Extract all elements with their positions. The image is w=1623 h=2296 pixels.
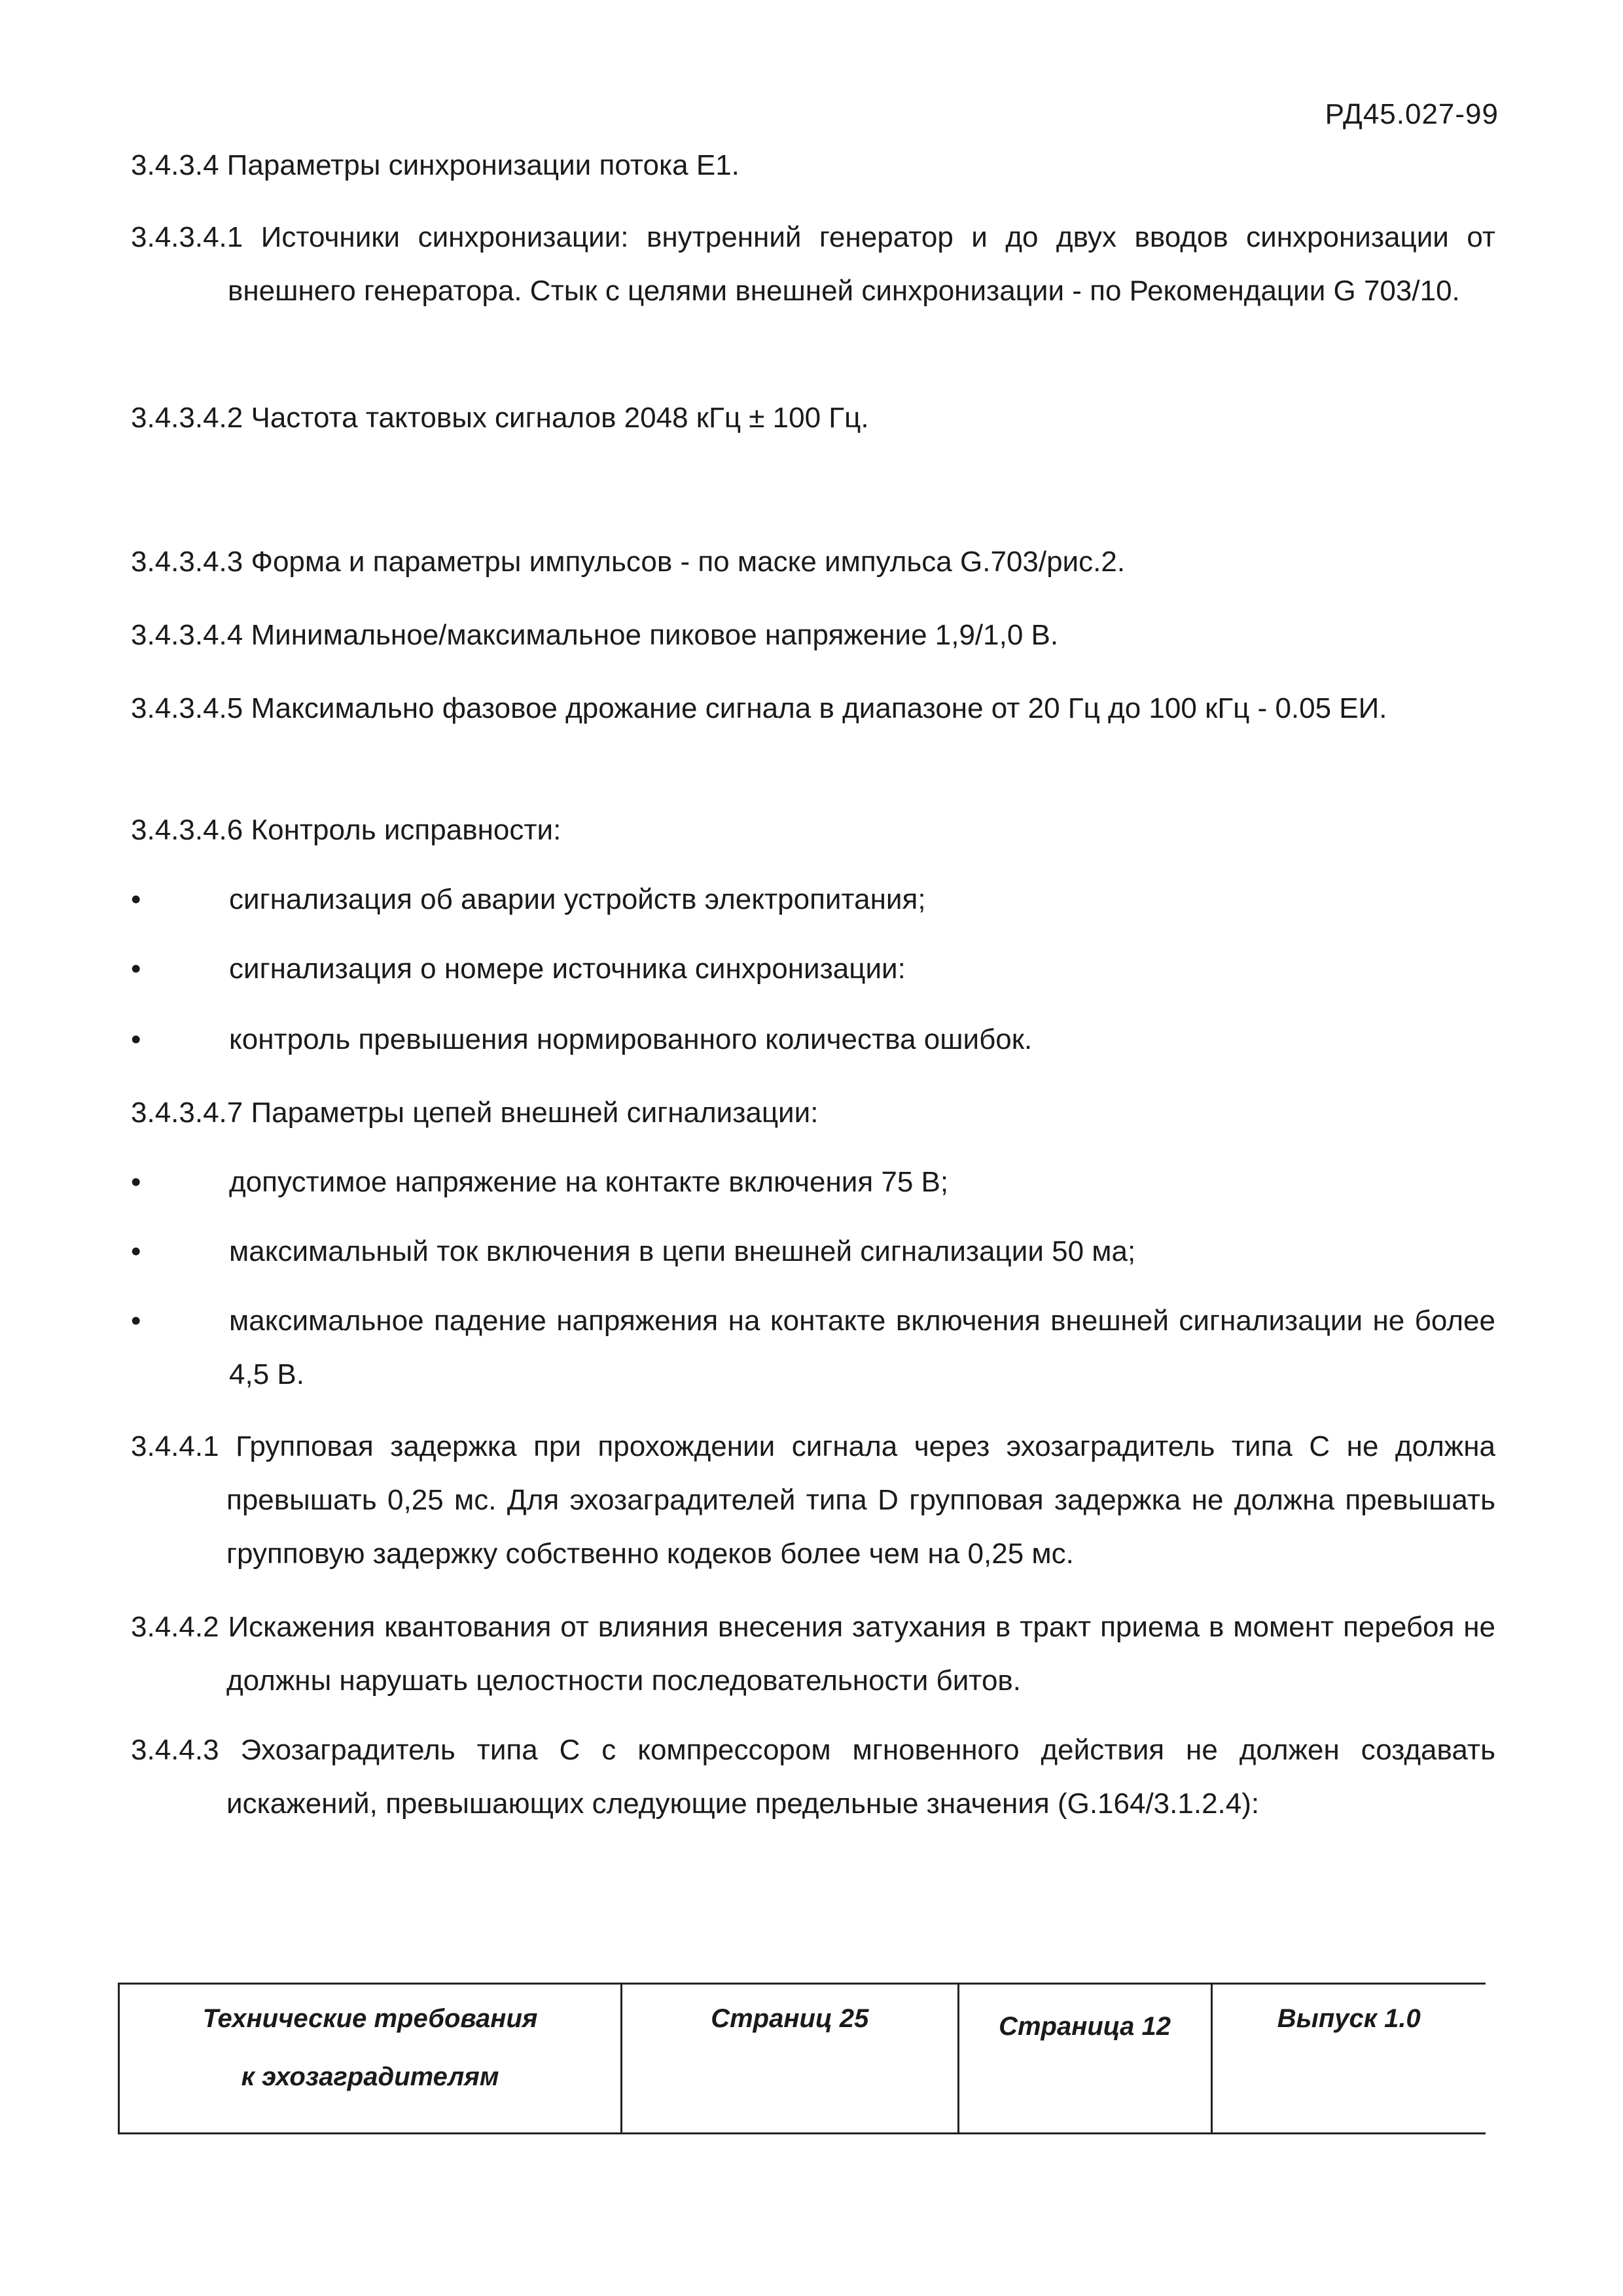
footer-issue-cell: [1211, 1984, 1486, 2134]
section-text: Форма и параметры импульсов - по маске импульса G.703/рис.2.: [251, 546, 1126, 578]
section-number: 3.4.4.3: [131, 1734, 219, 1766]
section-3-4-4-3: [131, 1723, 1495, 1831]
section-number: 3.4.4.2: [131, 1611, 219, 1643]
list-item: [131, 1013, 1495, 1067]
list-item: [131, 1294, 1495, 1402]
list-item: [131, 1156, 1495, 1209]
section-text: Максимально фазовое дрожание сигнала в диапазоне от 20 Гц до 100 кГц - 0.05 ЕИ.: [251, 692, 1387, 724]
section-text: Групповая задержка при прохождении сигнала через эхозаградитель типа С не должна превышать 0,25 мс. Для эхозаградителей типа D групповая задержка не должна превышать групповую задержку собственно кодеков более чем на 0,25 мс.: [226, 1430, 1495, 1570]
list-item: [131, 873, 1495, 927]
list-item-text: допустимое напряжение на контакте включения 75 В;: [229, 1166, 949, 1198]
section-text: Частота тактовых сигналов 2048 кГц ± 100 Гц.: [251, 402, 869, 434]
section-text: Минимальное/максимальное пиковое напряжение 1,9/1,0 В.: [251, 619, 1059, 651]
bullet-icon: •: [131, 1235, 141, 1267]
bullet-icon: •: [131, 1023, 141, 1055]
section-number: 3.4.3.4: [131, 149, 219, 181]
list-item-text: сигнализация о номере источника синхронизации:: [229, 953, 906, 985]
list-item-text: контроль превышения нормированного количества ошибок.: [229, 1023, 1033, 1055]
list-item: [131, 942, 1495, 996]
section-number: 3.4.3.4.4: [131, 619, 243, 651]
section-number: 3.4.3.4.2: [131, 402, 243, 434]
footer-title-line1: Технические требования: [202, 2004, 538, 2033]
list-item-text: максимальный ток включения в цепи внешней сигнализации 50 ма;: [229, 1235, 1136, 1267]
footer-title-cell: [119, 1984, 622, 2134]
document-code: РД45.027-99: [1325, 98, 1499, 130]
section-3-4-4-2: [131, 1600, 1495, 1708]
section-3-4-3-4-5: [131, 682, 1495, 735]
bullet-icon: •: [131, 1166, 141, 1198]
section-text: Контроль исправности:: [251, 814, 562, 846]
section-number: 3.4.4.1: [131, 1430, 219, 1462]
list-item-text: максимальное падение напряжения на контакте включения внешней сигнализации не более 4,5 В.: [229, 1305, 1495, 1390]
bullet-icon: •: [131, 1305, 141, 1337]
section-3-4-3-4-3: [131, 535, 1495, 589]
section-text: Источники синхронизации: внутренний генератор и до двух вводов синхронизации от внешнего генератора. Стык с целями внешней синхронизации - по Рекомендации G 703/10.: [228, 221, 1495, 307]
section-number: 3.4.3.4.1: [131, 221, 243, 253]
footer-page-current-cell: [958, 1984, 1211, 2134]
section-3-4-3-4-4: [131, 609, 1495, 662]
section-text: Эхозаградитель типа С с компрессором мгновенного действия не должен создавать искажений, превышающих следующие предельные значения (G.164/3.1.2.4):: [226, 1734, 1495, 1820]
section-3-4-3-4: [131, 139, 1495, 192]
section-number: 3.4.3.4.5: [131, 692, 243, 724]
section-text: Параметры цепей внешней сигнализации:: [251, 1097, 819, 1129]
section-number: 3.4.3.4.7: [131, 1097, 243, 1129]
list-item: [131, 1225, 1495, 1279]
section-number: 3.4.3.4.6: [131, 814, 243, 846]
section-text: Параметры синхронизации потока Е1.: [226, 149, 740, 181]
footer-issue: Выпуск 1.0: [1277, 2004, 1421, 2033]
footer-page-current: Страница 12: [999, 2012, 1171, 2041]
footer-pages-total: Страниц 25: [711, 2004, 869, 2033]
footer-title-line2: к эхозаградителям: [241, 2062, 499, 2091]
section-3-4-3-4-2: [131, 391, 1495, 445]
bullet-icon: •: [131, 883, 141, 915]
section-3-4-3-4-7: [131, 1086, 1495, 1140]
footer-table: [118, 1983, 1486, 2134]
list-item-text: сигнализация об аварии устройств электропитания;: [229, 883, 926, 915]
section-3-4-3-4-6: [131, 804, 1495, 857]
section-text: Искажения квантования от влияния внесения затухания в тракт приема в момент перебоя не должны нарушать целостности последовательности битов.: [226, 1611, 1495, 1697]
bullet-icon: •: [131, 953, 141, 985]
footer-pages-total-cell: [622, 1984, 958, 2134]
section-3-4-4-1: [131, 1420, 1495, 1581]
section-number: 3.4.3.4.3: [131, 546, 243, 578]
section-3-4-3-4-1: [131, 211, 1495, 318]
